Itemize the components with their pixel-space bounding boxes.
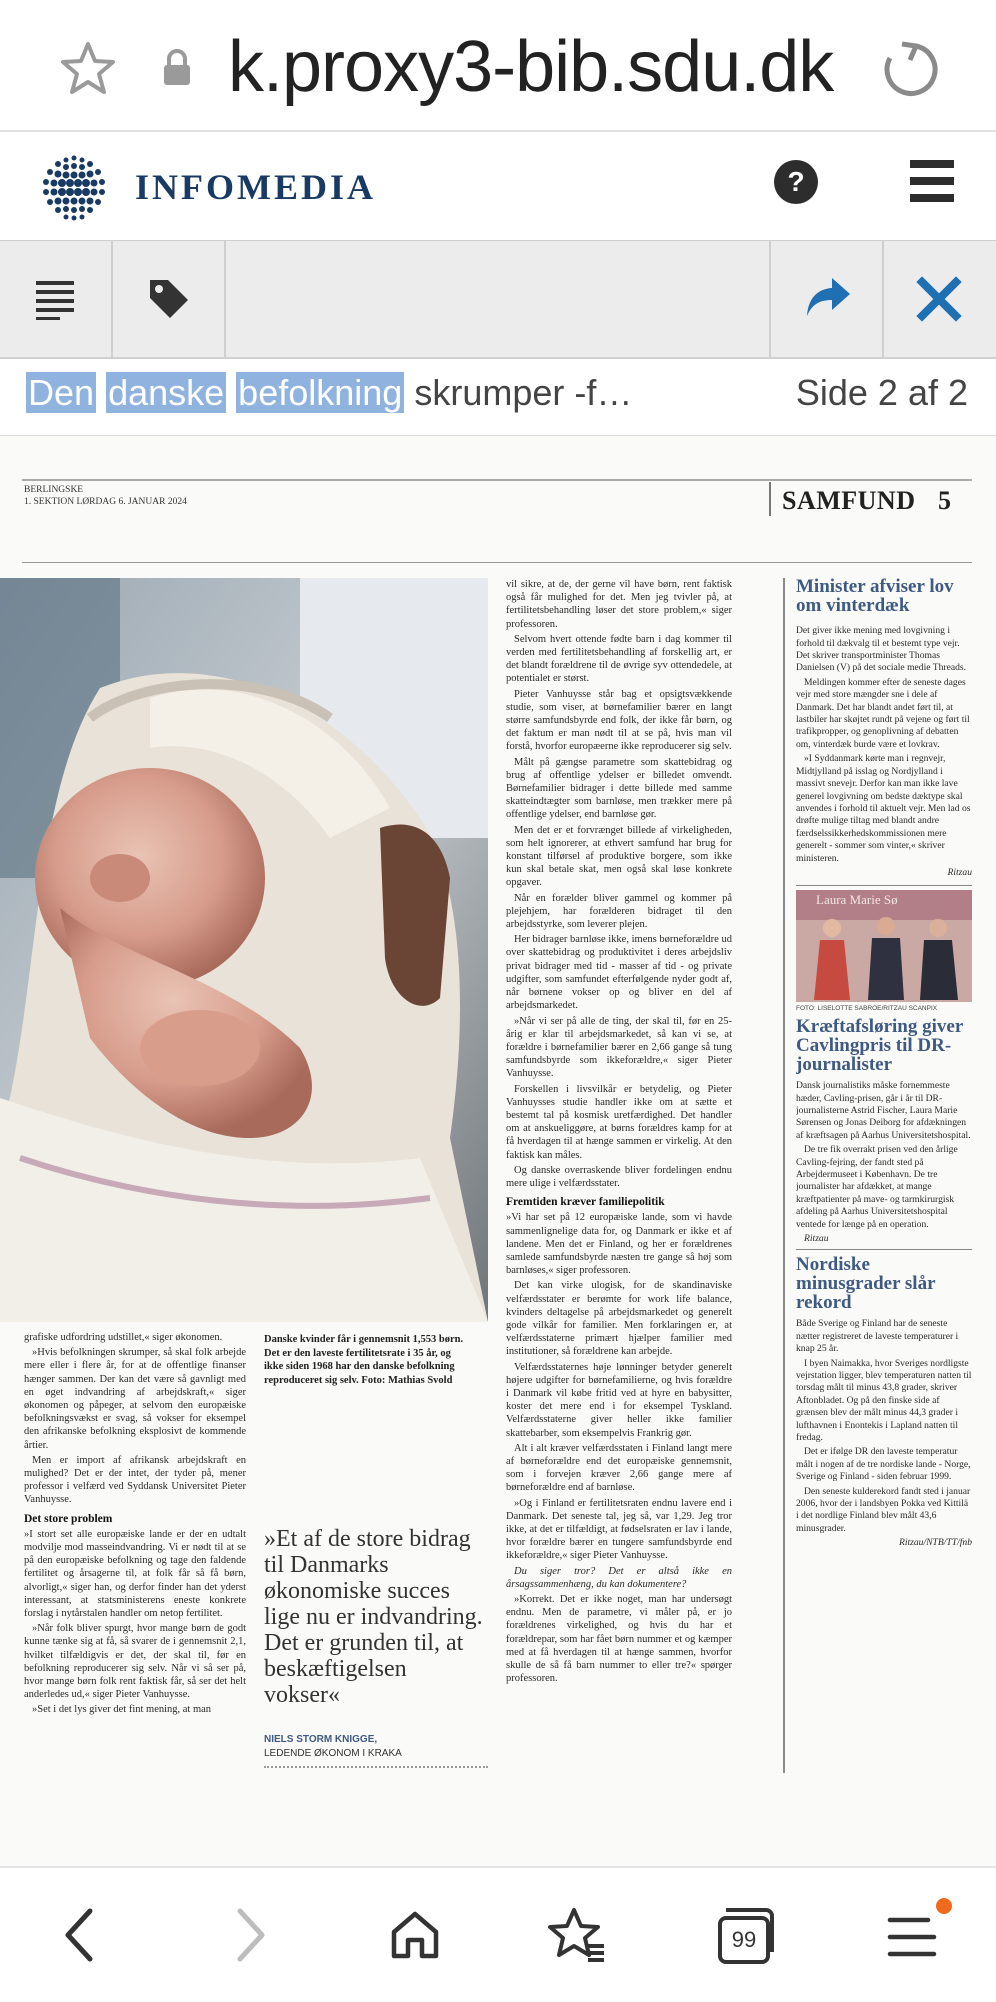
article-paragraph: Når en forælder bliver gammel og kommer på plejehjem, har forælderen bidraget til den arbejdsstyrke, som leverer plejen.	[506, 892, 732, 931]
masthead-left	[24, 484, 187, 508]
section-name: SAMFUND	[782, 486, 916, 515]
infomedia-logo-icon	[38, 152, 110, 224]
article-paragraph: »Hvis befolkningen skrumper, så skal folk arbejde mere eller i flere år, for at de offentlige finanser hænger sammen. Der kan det være så gavnligt med en øget indvandring af arbejdskraft,« siger økonomen og påpeger, at selvom den europæiske befolkningsvækst er svag, så vokser for eksempel den afrikanske befolkning eksplosivt de kommende årtier.	[24, 1347, 246, 1451]
article-paragraph: Men er import af afrikansk arbejdskraft en mulighed? Det er der intet, der tyder på, mener professor i velfærd ved Syddansk Universitet Pieter Vanhuysse.	[24, 1454, 246, 1506]
article-paragraph: »Korrekt. Det er ikke noget, man har undersøgt endnu. Men de parametre, vi måler på, er jo forældrenes virkelighed, og hvis du har et forældrepar, som har fået børn nummer et og kæmper med at få hverdagen til at hænge sammen, hvorfor skulle de så få barn nummer to eller tre?« spørger professoren.	[506, 1594, 732, 1685]
masthead-bottom-rule	[22, 562, 972, 563]
article-paragraph: vil sikre, at de, der gerne vil have børn, rent faktisk også får mulighed for det. Men jeg tvivler på, at fertilitetsbehandling løser det store problem,« siger professoren.	[506, 579, 732, 630]
share-icon[interactable]	[804, 274, 852, 320]
article-paragraph: Selvom hvert ottende fødte barn i dag kommer til verden med fertilitetsbehandling af forskellig art, er det blandt forældrene til de øvrige syv ottendedele, at potentialet er størst.	[506, 633, 732, 685]
reload-icon[interactable]	[876, 36, 940, 100]
article-paragraph: »Og i Finland er fertilitetsraten endnu lavere end i Danmark. Det seneste tal, jeg så, var 1,29. Jeg tror ikke, at det er tilfældigt, at fødselsraten er lav i lande, hvor forældre bærer en tungere samfundsbyrde end ikkeforældre,« siger Pieter Vanhuysse.	[506, 1497, 732, 1562]
side-headline: Nordiske minusgrader slår rekord	[796, 1254, 936, 1313]
side-paragraph: Det giver ikke mening med lovgivning i forhold til dækvalg til et bestemt type vejr. Det skriver transportminister Thomas Danielsen (V) på det sociale medie Threads.	[796, 625, 967, 674]
masthead-divider	[769, 482, 771, 516]
side-source: Ritzau	[947, 866, 972, 878]
photo-backdrop-text: Laura Marie Sø	[816, 892, 898, 908]
article-column-1	[24, 1331, 246, 1801]
hamburger-menu-icon[interactable]	[908, 158, 956, 204]
side-paragraph: De tre fik overrakt prisen ved den årlige Cavling-fejring, der fandt sted på Arbejdermuseet i København. De tre journalister har afdækket, at mange kræftpatienter på mave- og tarmkirurgisk afdeling på Aarhus Universitetshospital ventede for længe på en operation.	[796, 1144, 958, 1230]
side-paragraph: »I Syddanmark kørte man i regnvejr, Midtjylland på isslag og Nordjylland i massivt snevejr. Derfor kan man ikke lave generel lovgivning om bedste dæktype skal anvendes i forhold til aktuelt vejr. Men lad os drøfte mulige tiltag med blandt andre færdselssikkerhedskommissionen mere generelt - sommer som vinter,« skriver ministeren.	[796, 753, 971, 864]
award-photo	[796, 890, 972, 1002]
article-paragraph: Det kan virke ulogisk, for de skandinaviske velfærdsstater er berømte for work life balance, kvinders deltagelse på arbejdsmarkedet og generelt gode vilkår for familier. Men forklaringen er, at velfærdsstaterne primært hjælper familier med institutioner, så forældrene kan arbejde.	[506, 1280, 732, 1358]
side-column	[796, 578, 972, 1774]
text-view-icon[interactable]	[34, 278, 76, 320]
document-title[interactable]	[26, 372, 632, 414]
page-number: 5	[938, 486, 951, 515]
article-paragraph: Her bidrager barnløse ikke, imens børneforældre ud over skattebidrag og produktivitet i deres arbejdsliv privat bidrager med tid - masser af tid - og private udgifter, som samfundet efterfølgende nyder godt af, når børnene vokser op og bliver en del af arbejdsmarkedet.	[506, 934, 732, 1012]
title-highlight-word: befolkning	[238, 372, 403, 413]
article-paragraph: Men det er et forvrænget billede af virkeligheden, som helt ignorerer, at ethvert samfund har brug for konstant tilførsel af produktive borgere, som ikke kun skal betale skat, men også skal løse konkrete opgaver.	[506, 824, 732, 889]
masthead-rule	[22, 479, 972, 481]
side-paragraph: Meldingen kommer efter de seneste dages vejr med store mængder sne i dele af Danmark. Det har blandt andet ført til, at lastbiler har skøjtet rundt på vejene og ført til trafikpropper, og genoplivning af debatten om, vinterdæk burde være et lovkrav.	[796, 676, 970, 750]
article-paragraph: Forskellen i livsvilkår er betydelig, og Pieter Vanhuysses studie handler ikke om at sætte et bestemt tal på kosmisk uretfærdighed. Det handler om at anskueliggøre, at børns forældres kamp for at få hverdagen til at hænge sammen er virkelig. At den faktisk kan måles.	[506, 1083, 732, 1161]
side-column-rule	[783, 578, 785, 1773]
article-paragraph: Pieter Vanhuysse står bag et opsigtsvækkende studie, som viser, at børnefamilier bærer en langt større samfundsbyrde end folk, der ikke får børn, og det faktum er man nødt til at se på, hvis man vil forstå, hvorfor europæerne ikke reproducerer sig selv.	[506, 688, 732, 753]
side-paragraph: Dansk journalistiks måske fornemmeste hæder, Cavling-prisen, går i år til DR-journalisterne Astrid Fischer, Laura Marie Sørensen og Jonas Deiborg for afdækningen af kræftsagen på Aarhus Universitetshospital.	[796, 1080, 971, 1141]
side-paragraph: Den seneste kulderekord fandt sted i januar 2006, hvor der i landsbyen Pokka ved Kittilä i det nordlige Finland blev målt 43,6 minusgrader.	[796, 1485, 971, 1534]
notification-dot	[936, 1898, 952, 1914]
article-paragraph: »Set i det lys giver det fint mening, at man	[32, 1704, 212, 1716]
toolbar-divider	[769, 241, 771, 357]
star-icon[interactable]	[58, 40, 118, 98]
side-headline: Minister afviser lov om vinterdæk	[796, 578, 954, 616]
section-date: 1. SEKTION LØRDAG 6. JANUAR 2024	[24, 497, 187, 507]
tabs-count: 99	[718, 1916, 770, 1964]
article-paragraph: Og danske overraskende bliver fordelingen endnu mere ulige i velfærdsstater.	[506, 1164, 732, 1189]
close-icon[interactable]	[916, 276, 962, 322]
lock-icon	[160, 48, 194, 88]
side-paragraph: I byen Naimakka, hvor Sveriges nordligste vejrstation ligger, blev temperaturen natten til torsdag målt til minus 43,8 grader, skriver Aftonbladet. Og på den finske side af grænsen blev der målt minus 44,3 grader i lufthavnen i Enontekis i Lapland natten til fredag.	[796, 1357, 972, 1443]
title-highlight-word: Den	[28, 372, 95, 413]
title-rest: skrumper -f…	[414, 372, 633, 413]
article-paragraph: Alt i alt kræver velfærdsstaten i Finland langt mere af børneforældre end det europæiske gennemsnit, som i forvejen kræver 2,66 gange mere af børneforældre end af barnløse.	[506, 1442, 732, 1494]
browser-bottom-nav	[0, 1866, 996, 2002]
side-article-body	[796, 1080, 972, 1245]
page-indicator: Side 2 af 2	[795, 372, 968, 413]
side-article-body	[796, 1318, 972, 1549]
paper-name: BERLINGSKE	[24, 485, 84, 495]
svg-text:?: ?	[787, 166, 805, 197]
side-source: Ritzau/NTB/TT/fnb	[898, 1537, 972, 1549]
side-article-body	[796, 625, 972, 879]
quote-author: NIELS STORM KNIGGE,	[264, 1734, 378, 1745]
back-arrow-icon[interactable]	[58, 1905, 102, 1965]
help-icon[interactable]	[772, 158, 820, 206]
side-headline: Kræftafsløring giver Cavlingpris til DR-journalister	[796, 1016, 963, 1075]
article-paragraph: Målt på gængse parametre som skattebidrag og brug af offentlige ydelser er billedet omvendt. Børnefamilier bidrager i dette billede med samme skatteindtægter som barnløse, men trækker mere på offentlige ydelser, end barnløse gør.	[506, 756, 732, 821]
photo-credit: FOTO: LISELOTTE SABROE/RITZAU SCANPIX	[796, 1005, 938, 1013]
article-paragraph: grafiske udfordring udstillet,« siger økonomen.	[24, 1332, 223, 1343]
pull-quote: »Et af de store bidrag til Danmarks økonomiske succes lige nu er indvandring. Det er grunden til, at beskæftigelsen vokser«	[264, 1526, 483, 1708]
toolbar-divider	[111, 241, 113, 357]
side-paragraph: Både Sverige og Finland har de seneste nætter registreret de laveste temperaturer i knap 25 år.	[796, 1318, 959, 1355]
side-paragraph: Det er ifølge DR den laveste temperatur målt i nogen af de tre nordiske lande - Norge, Sverige og Finland - siden februar 1999.	[796, 1446, 971, 1483]
article-column-3	[506, 578, 732, 1772]
title-highlight-word: danske	[108, 372, 225, 413]
side-source: Ritzau	[804, 1233, 829, 1245]
url-text[interactable]: k.proxy3-bib.sdu.dk	[228, 27, 834, 107]
bookmarks-star-icon[interactable]	[548, 1906, 608, 1964]
quote-author-title: LEDENDE ØKONOM I KRAKA	[264, 1748, 402, 1759]
newborn-photo	[0, 578, 488, 1322]
photo-caption: Danske kvinder får i gennemsnit 1,553 børn. Det er den laveste fertilitetsrate i 35 år, og ikke siden 1968 har den danske befolkning reproduceret sig selv. Foto: Mathias Svold	[264, 1334, 464, 1386]
brand-name: INFOMEDIA	[135, 167, 376, 207]
article-paragraph: »Når vi ser på alle de ting, der skal til, før en 25-årig er klar til arbejdsmarkedet, så kan vi se, at forældre i børnefamilier bærer en 2,66 gange så tung samfundsbyrde som ikkeforældre,« siger Pieter Vanhuysse.	[506, 1015, 732, 1080]
article-subheading: Fremtiden kræver familiepolitik	[506, 1196, 665, 1209]
article-paragraph: Velfærdsstaternes høje lønninger betyder generelt højere udgifter for børnefamilierne, og hvis forældre i Danmark vil købe fritid ved at hyre en babysitter, koster det mere end i for eksempel Tyskland. Velfærdsstaterne giver heller ikke familier skattebarber, som eksempelvis Frankrig gør.	[506, 1361, 732, 1439]
article-paragraph: »Når folk bliver spurgt, hvor mange børn de godt kunne tænke sig at få, så svarer de i gennemsnit 2,1, hvilket tilfældigvis er det, der skal til, før en befolkning reproducerer sig selv. Når vi så ser på, hvor mange børn folk rent faktisk får, så ser det helt anderledes ud,« siger Pieter Vanhuysse.	[24, 1623, 246, 1701]
tabs-icon[interactable]	[718, 1908, 774, 1960]
toolbar-divider	[882, 241, 884, 357]
browser-menu-icon[interactable]	[884, 1910, 944, 1964]
article-subheading: Det store problem	[24, 1512, 113, 1525]
side-rule	[796, 1249, 972, 1250]
toolbar-divider	[224, 241, 226, 357]
tag-icon[interactable]	[146, 276, 192, 322]
article-paragraph: »I stort set alle europæiske lande er der en udtalt modvilje mod masseindvandring. Vi er nødt til at se på den europæiske befolkning og tage den faldende fertilitet og årsagerne til, at folk får så få børn, alvorligt,« siger han, og derfor finder han det yderst interessant, at statsministerens eneste konkrete forslag i nytårstalen handler om netop fertilitet.	[24, 1528, 246, 1620]
article-paragraph: »Vi har set på 12 europæiske lande, som vi havde sammenlignelige data for, og Danmark er ikke et af landene. Men det er Finland, og her er forældrenes samlede samfundsbyrde næsten tre gange så høj som barnløses,« siger professoren.	[506, 1212, 732, 1277]
side-rule	[796, 885, 972, 886]
quote-rule	[264, 1766, 488, 1768]
forward-arrow-icon[interactable]	[228, 1905, 272, 1965]
home-icon[interactable]	[388, 1908, 442, 1962]
newspaper-page	[0, 436, 996, 1866]
article-question: Du siger tror? Det er altså ikke en årsagssammenhæng, du kan dokumentere?	[506, 1565, 732, 1590]
